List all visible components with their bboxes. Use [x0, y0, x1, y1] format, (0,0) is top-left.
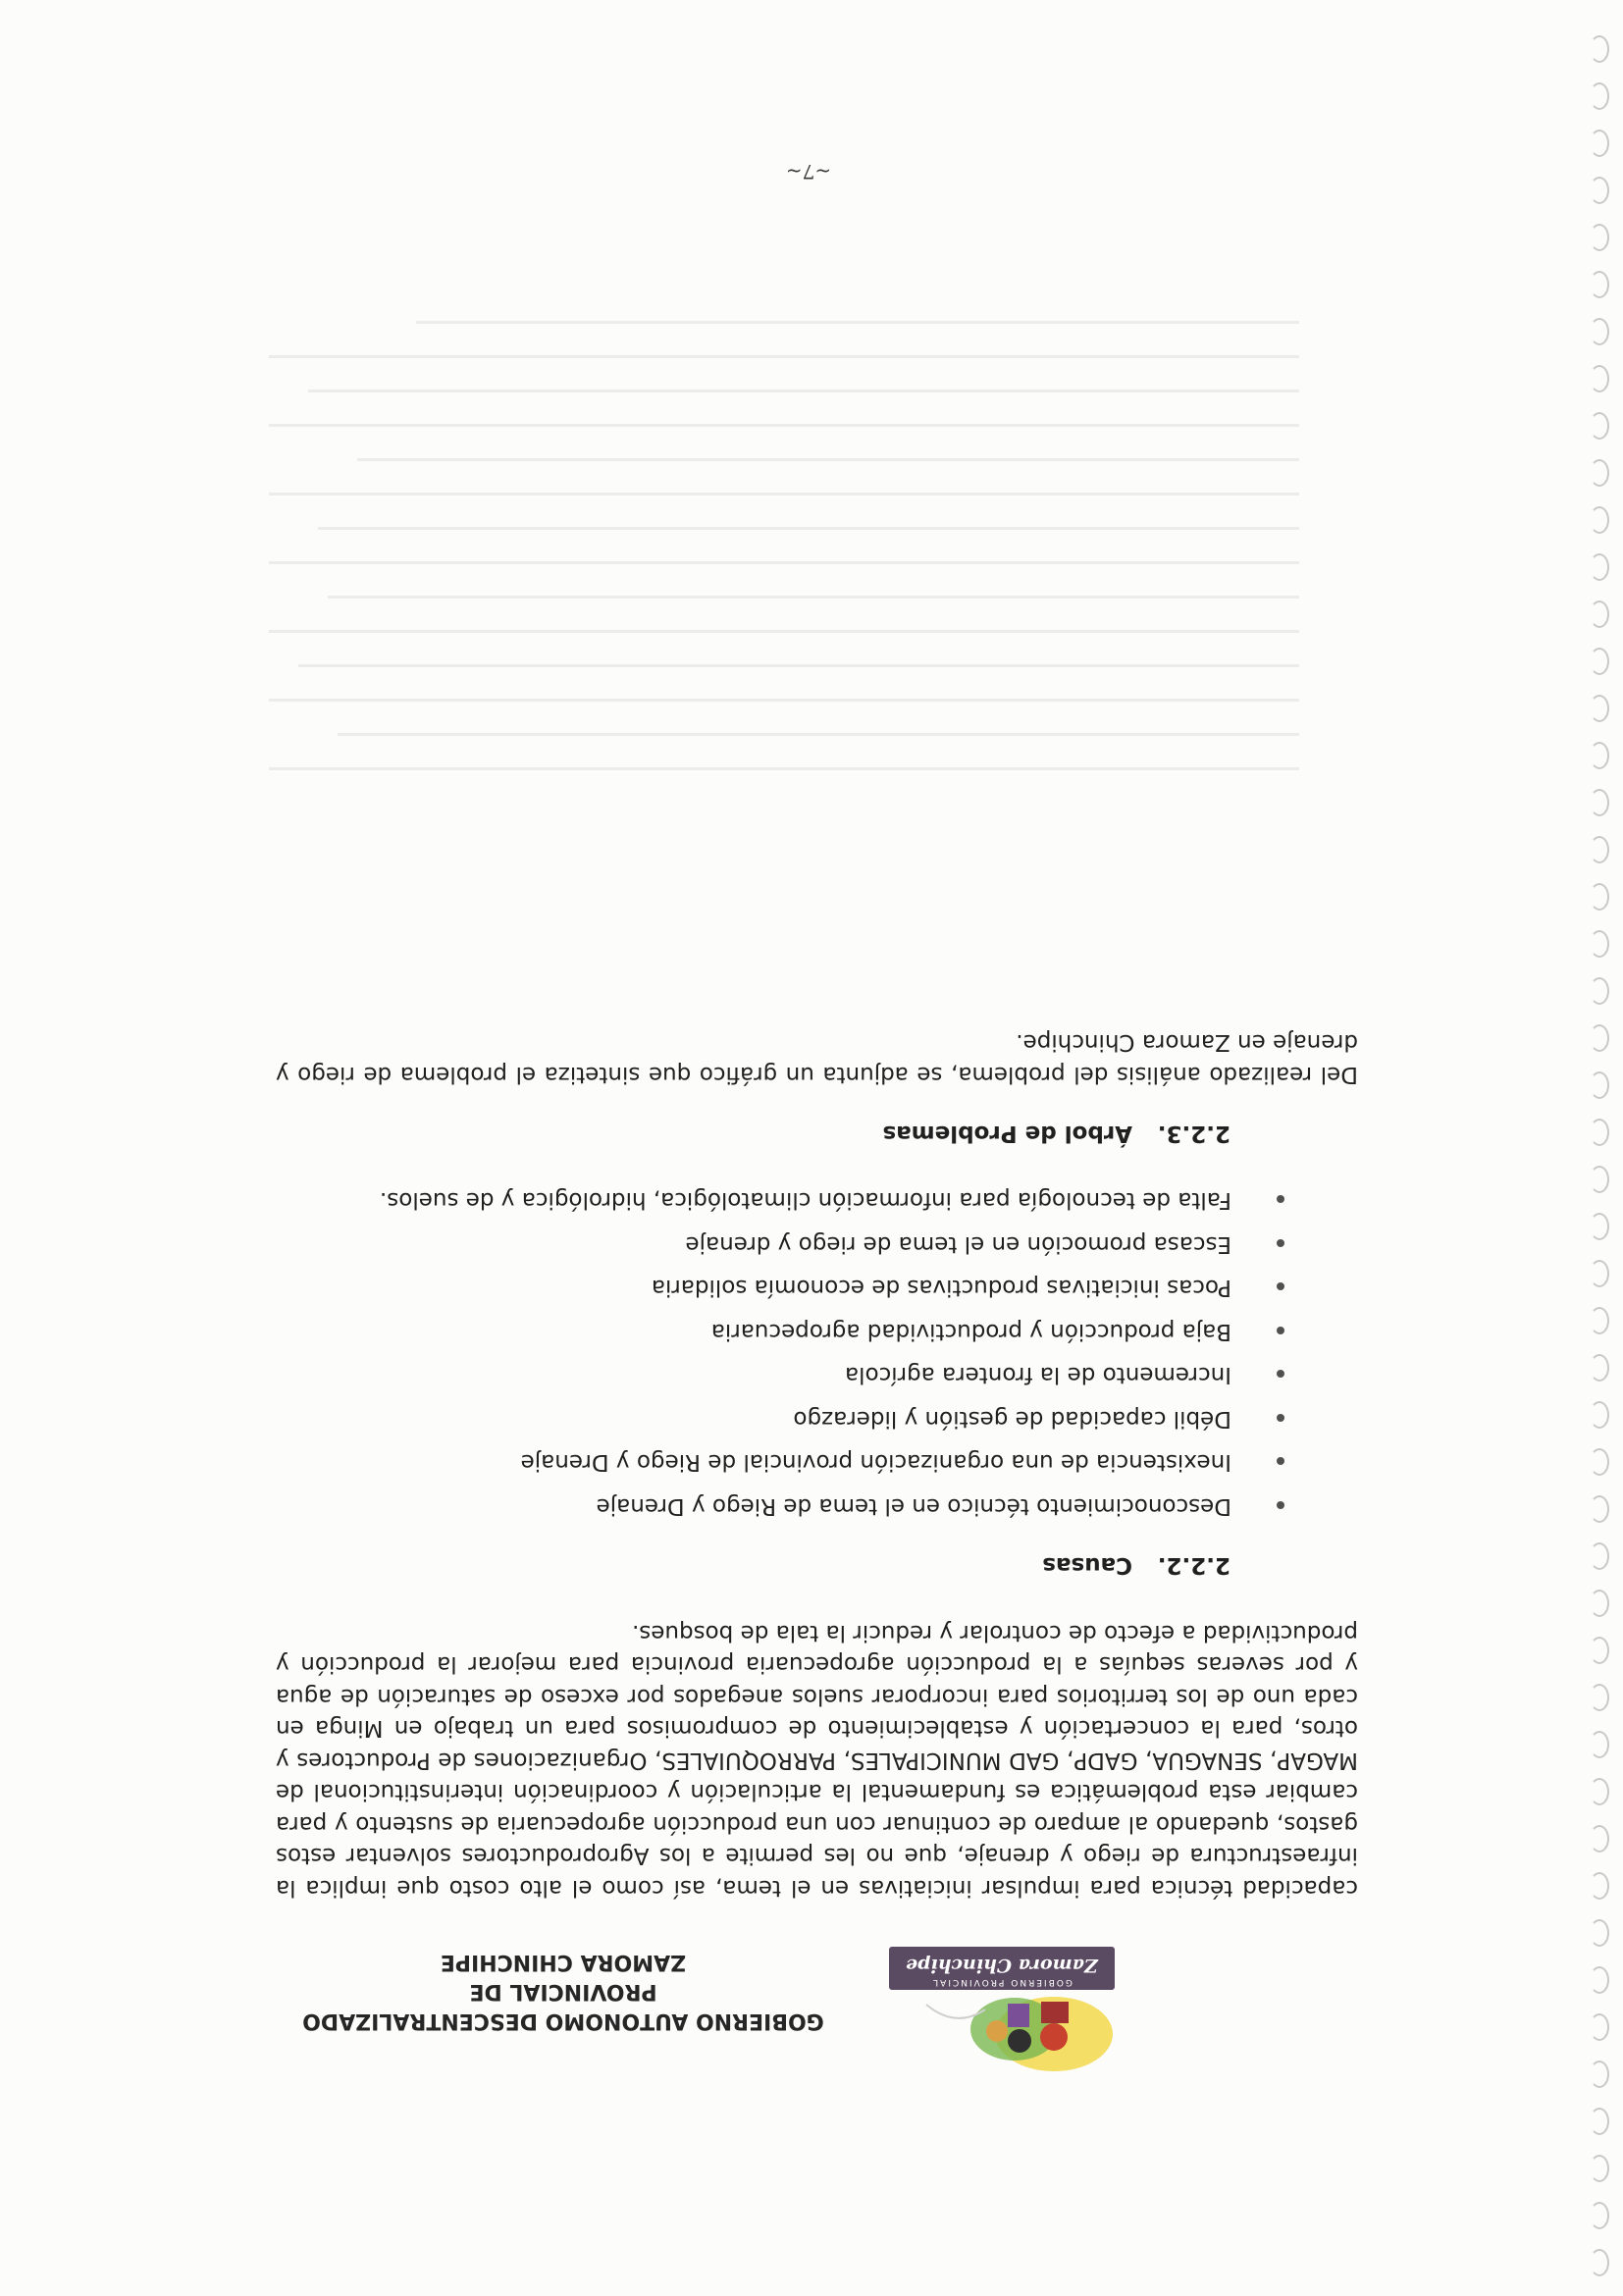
- list-item: Falta de tecnología para información climatológica, hidrológica y de suelos.: [276, 1185, 1284, 1217]
- list-item: Inexistencia de una organización provincial de Riego y Drenaje: [276, 1447, 1284, 1479]
- list-item: Baja producción y productividad agropecuaria: [276, 1316, 1284, 1347]
- section-number: 2.2.3.: [1157, 1121, 1230, 1147]
- section-number: 2.2.2.: [1157, 1552, 1230, 1579]
- intro-paragraph: capacidad técnica para impulsar iniciativas en el tema, así como el alto costo que implica la infraestructura de riego y drenaje, que no les permite a los Agroproductores solventar estos gastos, quedando al amparo de continuar con una producción agropecuaria de sustento y para cambiar esta problemática es fundamental la articulación y coordinación interinstitucional de MAGAP, SENAGUA, GADP, GAD MUNICIPALES, PARROQUIALES, Organizaciones de Productores y otros, para la concertación y establecimiento de compromisos para un trabajo en Minga en cada uno de los territorios para incorporar suelos anegados por exceso de saturación de agua y por severas sequías a la producción agropecuaria provincia para mejorar la producción y productividad a efecto de controlar y reducir la tala de bosques.: [276, 1620, 1358, 1901]
- logo-badge: [889, 1947, 1115, 1990]
- causes-list: [276, 1185, 1358, 1523]
- organization-line-2: ZAMORA CHINCHIPE: [440, 1950, 687, 1974]
- list-item: Pocas iniciativas productivas de economía solidaria: [276, 1273, 1284, 1304]
- section-heading-arbol: [276, 1118, 1230, 1150]
- page-number: ~7~: [785, 160, 832, 183]
- organization-name: [259, 1947, 867, 2035]
- spiral-binding: [1570, 20, 1609, 2276]
- list-item: Incremento de la frontera agrícola: [276, 1360, 1284, 1391]
- logo-subtitle: GOBIERNO PROVINCIAL: [931, 1977, 1073, 1987]
- section-title: Causas: [1042, 1552, 1132, 1579]
- list-item: Débil capacidad de gestión y liderazgo: [276, 1403, 1284, 1435]
- document-body: [276, 1026, 1358, 1904]
- list-item: Desconocimiento técnico en el tema de Riego y Drenaje: [276, 1490, 1284, 1522]
- section-heading-causas: [276, 1549, 1230, 1582]
- logo-title: Zamora Chinchipe: [906, 1955, 1098, 1976]
- arbol-paragraph: Del realizado análisis del problema, se adjunta un gráfico que sintetiza el problema de riego y drenaje en Zamora Chinchipe.: [276, 1029, 1358, 1087]
- section-title: Árbol de Problemas: [882, 1121, 1132, 1147]
- logo-illustration-icon: [877, 1990, 1123, 2088]
- organization-line-1: GOBIERNO AUTONOMO DESCENTRALIZADO PROVINCIAL DE: [302, 1979, 824, 2033]
- letterhead: [239, 1950, 1123, 2088]
- list-item: Escasa promoción en el tema de riego y drenaje: [276, 1228, 1284, 1260]
- provincial-logo: [877, 1951, 1123, 2088]
